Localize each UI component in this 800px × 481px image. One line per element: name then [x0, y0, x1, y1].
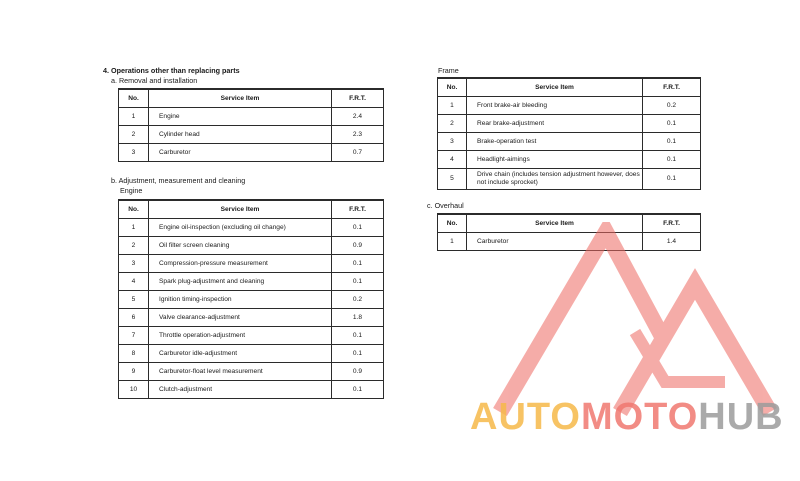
- row-no: 1: [119, 107, 149, 125]
- row-service-item: Ignition timing-inspection: [149, 290, 332, 308]
- row-frt: 0.1: [332, 218, 384, 236]
- table-row: [119, 380, 384, 398]
- column-header-service-item: Service Item: [467, 78, 643, 96]
- frame-table: [437, 77, 701, 190]
- row-service-item: Oil filter screen cleaning: [149, 236, 332, 254]
- row-frt: 0.2: [643, 96, 701, 114]
- table-row: [438, 96, 701, 114]
- column-header-service-item: Service Item: [149, 89, 332, 107]
- row-frt: 1.8: [332, 308, 384, 326]
- row-no: 2: [119, 236, 149, 254]
- column-header-no: No.: [438, 78, 467, 96]
- row-frt: 0.1: [332, 380, 384, 398]
- row-service-item: Valve clearance-adjustment: [149, 308, 332, 326]
- row-no: 3: [438, 132, 467, 150]
- row-no: 9: [119, 362, 149, 380]
- watermark-text-auto: AUTO: [470, 396, 581, 438]
- table-row: [119, 107, 384, 125]
- row-service-item: Engine oil-inspection (excluding oil change): [149, 218, 332, 236]
- overhaul-heading: c. Overhaul: [427, 201, 464, 210]
- row-no: 2: [438, 114, 467, 132]
- watermark-text-hub: HUB: [698, 396, 784, 438]
- row-service-item: Front brake-air bleeding: [467, 96, 643, 114]
- row-frt: 0.9: [332, 362, 384, 380]
- frame-heading: Frame: [438, 66, 459, 75]
- column-header-service-item: Service Item: [149, 200, 332, 218]
- row-no: 5: [119, 290, 149, 308]
- row-service-item: Cylinder head: [149, 125, 332, 143]
- row-service-item: Headlight-aimings: [467, 150, 643, 168]
- table-row: [119, 344, 384, 362]
- watermark-wordmark: [470, 398, 784, 436]
- column-header-frt: F.R.T.: [643, 78, 701, 96]
- row-no: 1: [438, 96, 467, 114]
- row-service-item: Compression-pressure measurement: [149, 254, 332, 272]
- table-row: [119, 236, 384, 254]
- row-no: 3: [119, 143, 149, 161]
- row-no: 6: [119, 308, 149, 326]
- row-frt: 0.1: [643, 150, 701, 168]
- row-no: 10: [119, 380, 149, 398]
- column-header-no: No.: [119, 200, 149, 218]
- removal-heading: a. Removal and installation: [111, 76, 198, 85]
- row-frt: 0.1: [643, 168, 701, 189]
- row-service-item: Carburetor idle-adjustment: [149, 344, 332, 362]
- adjustment-table: [118, 199, 384, 399]
- table-row: [119, 125, 384, 143]
- row-frt: 0.1: [332, 326, 384, 344]
- column-header-no: No.: [119, 89, 149, 107]
- engine-subheading: Engine: [120, 186, 143, 195]
- table-row: [119, 290, 384, 308]
- removal-table: [118, 88, 384, 162]
- row-no: 4: [438, 150, 467, 168]
- row-frt: 0.1: [643, 114, 701, 132]
- row-service-item: Drive chain (includes tension adjustment however, does not include sprocket): [467, 168, 643, 189]
- table-row: [438, 168, 701, 189]
- row-frt: 0.1: [332, 272, 384, 290]
- row-no: 8: [119, 344, 149, 362]
- row-no: 7: [119, 326, 149, 344]
- row-no: 4: [119, 272, 149, 290]
- table-row: [438, 132, 701, 150]
- row-service-item: Rear brake-adjustment: [467, 114, 643, 132]
- table-row: [119, 326, 384, 344]
- row-service-item: Brake-operation test: [467, 132, 643, 150]
- column-header-frt: F.R.T.: [332, 89, 384, 107]
- table-row: [119, 272, 384, 290]
- row-frt: 0.1: [643, 132, 701, 150]
- row-frt: 0.1: [332, 254, 384, 272]
- table-row: [119, 218, 384, 236]
- row-service-item: Spark plug-adjustment and cleaning: [149, 272, 332, 290]
- row-no: 1: [119, 218, 149, 236]
- row-service-item: Clutch-adjustment: [149, 380, 332, 398]
- table-row: [438, 114, 701, 132]
- row-service-item: Throttle operation-adjustment: [149, 326, 332, 344]
- table-row: [438, 150, 701, 168]
- watermark-text-moto: MOTO: [580, 396, 699, 438]
- row-service-item: Carburetor: [467, 232, 643, 250]
- row-frt: 1.4: [643, 232, 701, 250]
- row-frt: 2.3: [332, 125, 384, 143]
- row-frt: 2.4: [332, 107, 384, 125]
- row-frt: 0.9: [332, 236, 384, 254]
- row-service-item: Carburetor: [149, 143, 332, 161]
- row-no: 1: [438, 232, 467, 250]
- column-header-no: No.: [438, 214, 467, 232]
- table-row: [119, 143, 384, 161]
- table-row: [119, 254, 384, 272]
- column-header-frt: F.R.T.: [643, 214, 701, 232]
- table-row: [119, 362, 384, 380]
- section-heading: 4. Operations other than replacing parts: [103, 66, 240, 75]
- row-no: 2: [119, 125, 149, 143]
- row-no: 5: [438, 168, 467, 189]
- row-service-item: Engine: [149, 107, 332, 125]
- column-header-frt: F.R.T.: [332, 200, 384, 218]
- table-row: [119, 308, 384, 326]
- row-service-item: Carburetor-float level measurement: [149, 362, 332, 380]
- adjustment-heading: b. Adjustment, measurement and cleaning: [111, 176, 246, 185]
- row-frt: 0.2: [332, 290, 384, 308]
- row-no: 3: [119, 254, 149, 272]
- row-frt: 0.1: [332, 344, 384, 362]
- column-header-service-item: Service Item: [467, 214, 643, 232]
- row-frt: 0.7: [332, 143, 384, 161]
